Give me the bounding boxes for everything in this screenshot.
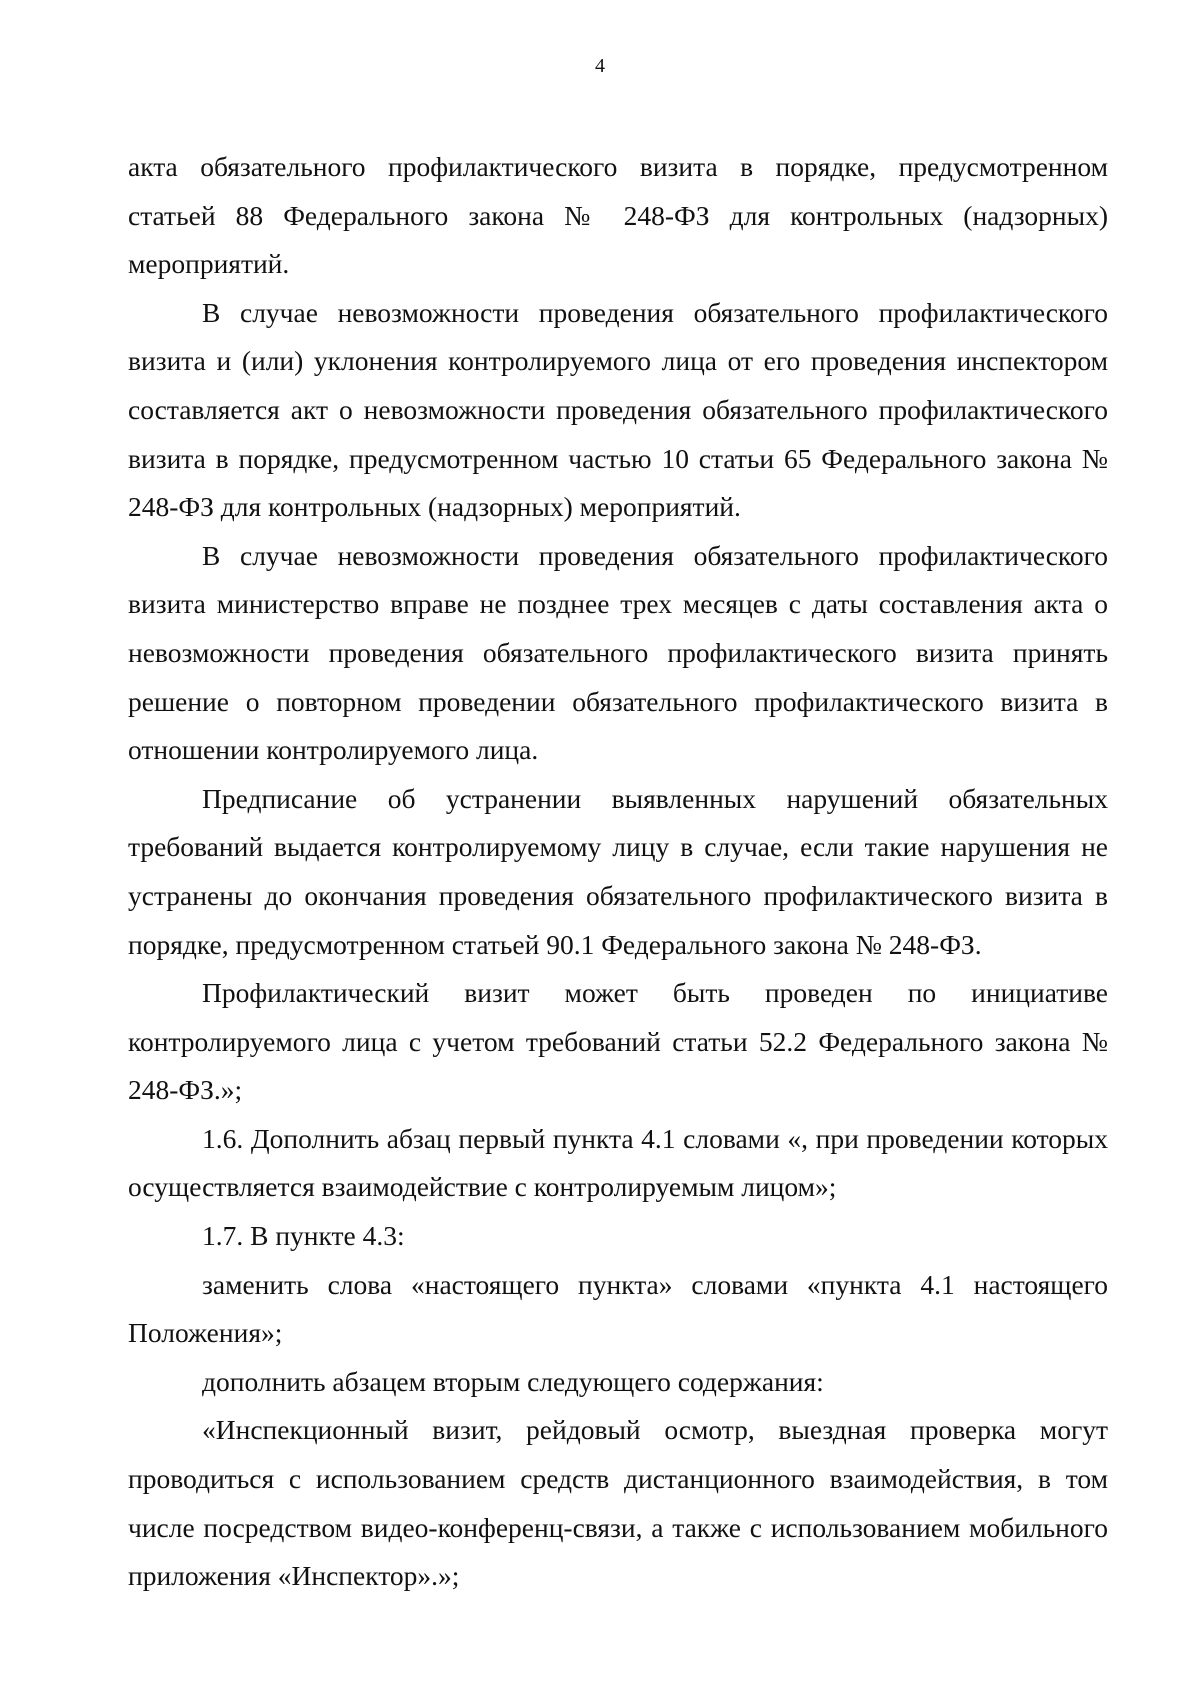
paragraph-inspection-visit: «Инспекционный визит, рейдовый осмотр, выездная проверка могут проводиться с использованием средств дистанционного взаимодействия, в том числе посредством видео-конференц-связи, а также с использованием мобильного приложения «Инспектор».»; [128,1414,1108,1592]
paragraph-replace-words: заменить слова «настоящего пункта» словами «пункта 4.1 настоящего Положения»; [128,1268,1108,1349]
paragraph-impossibility-act: В случае невозможности проведения обязательного профилактического визита и (или) уклонения контролируемого лица от его проведения инспектором составляется акт о невозможности проведения обязательного профилактического визита в порядке, предусмотренном частью 10 статьи 65 Федерального закона № 248-ФЗ для контрольных (надзорных) мероприятий. [128,296,1108,523]
paragraph-repeat-visit: В случае невозможности проведения обязательного профилактического визита министерство вправе не позднее трех месяцев с даты составления акта о невозможности проведения обязательного профилактического визита принять решение о повторном проведении обязательного профилактического визита в отношении контролируемого лица. [128,539,1108,766]
paragraph-item-1-7: 1.7. В пункте 4.3: [202,1220,405,1252]
paragraph-prescription: Предписание об устранении выявленных нарушений обязательных требований выдается контролируемому лицу в случае, если такие нарушения не устранены до окончания проведения обязательного профилактического визита в порядке, предусмотренном статьей 90.1 Федерального закона № 248-ФЗ. [128,782,1108,960]
document-body [128,143,1108,1601]
paragraph-item-1-6: 1.6. Дополнить абзац первый пункта 4.1 словами «, при проведении которых осуществляется взаимодействие с контролируемым лицом»; [128,1122,1108,1203]
page-number: 4 [595,55,605,77]
paragraph-continuation: акта обязательного профилактического визита в порядке, предусмотренном статьей 88 Федерального закона № 248-ФЗ для контрольных (надзорных) мероприятий. [128,151,1108,280]
paragraph-initiative-visit: Профилактический визит может быть проведен по инициативе контролируемого лица с учетом требований статьи 52.2 Федерального закона № 248-ФЗ.»; [128,977,1108,1106]
paragraph-add-second-paragraph: дополнить абзацем вторым следующего содержания: [202,1365,824,1397]
